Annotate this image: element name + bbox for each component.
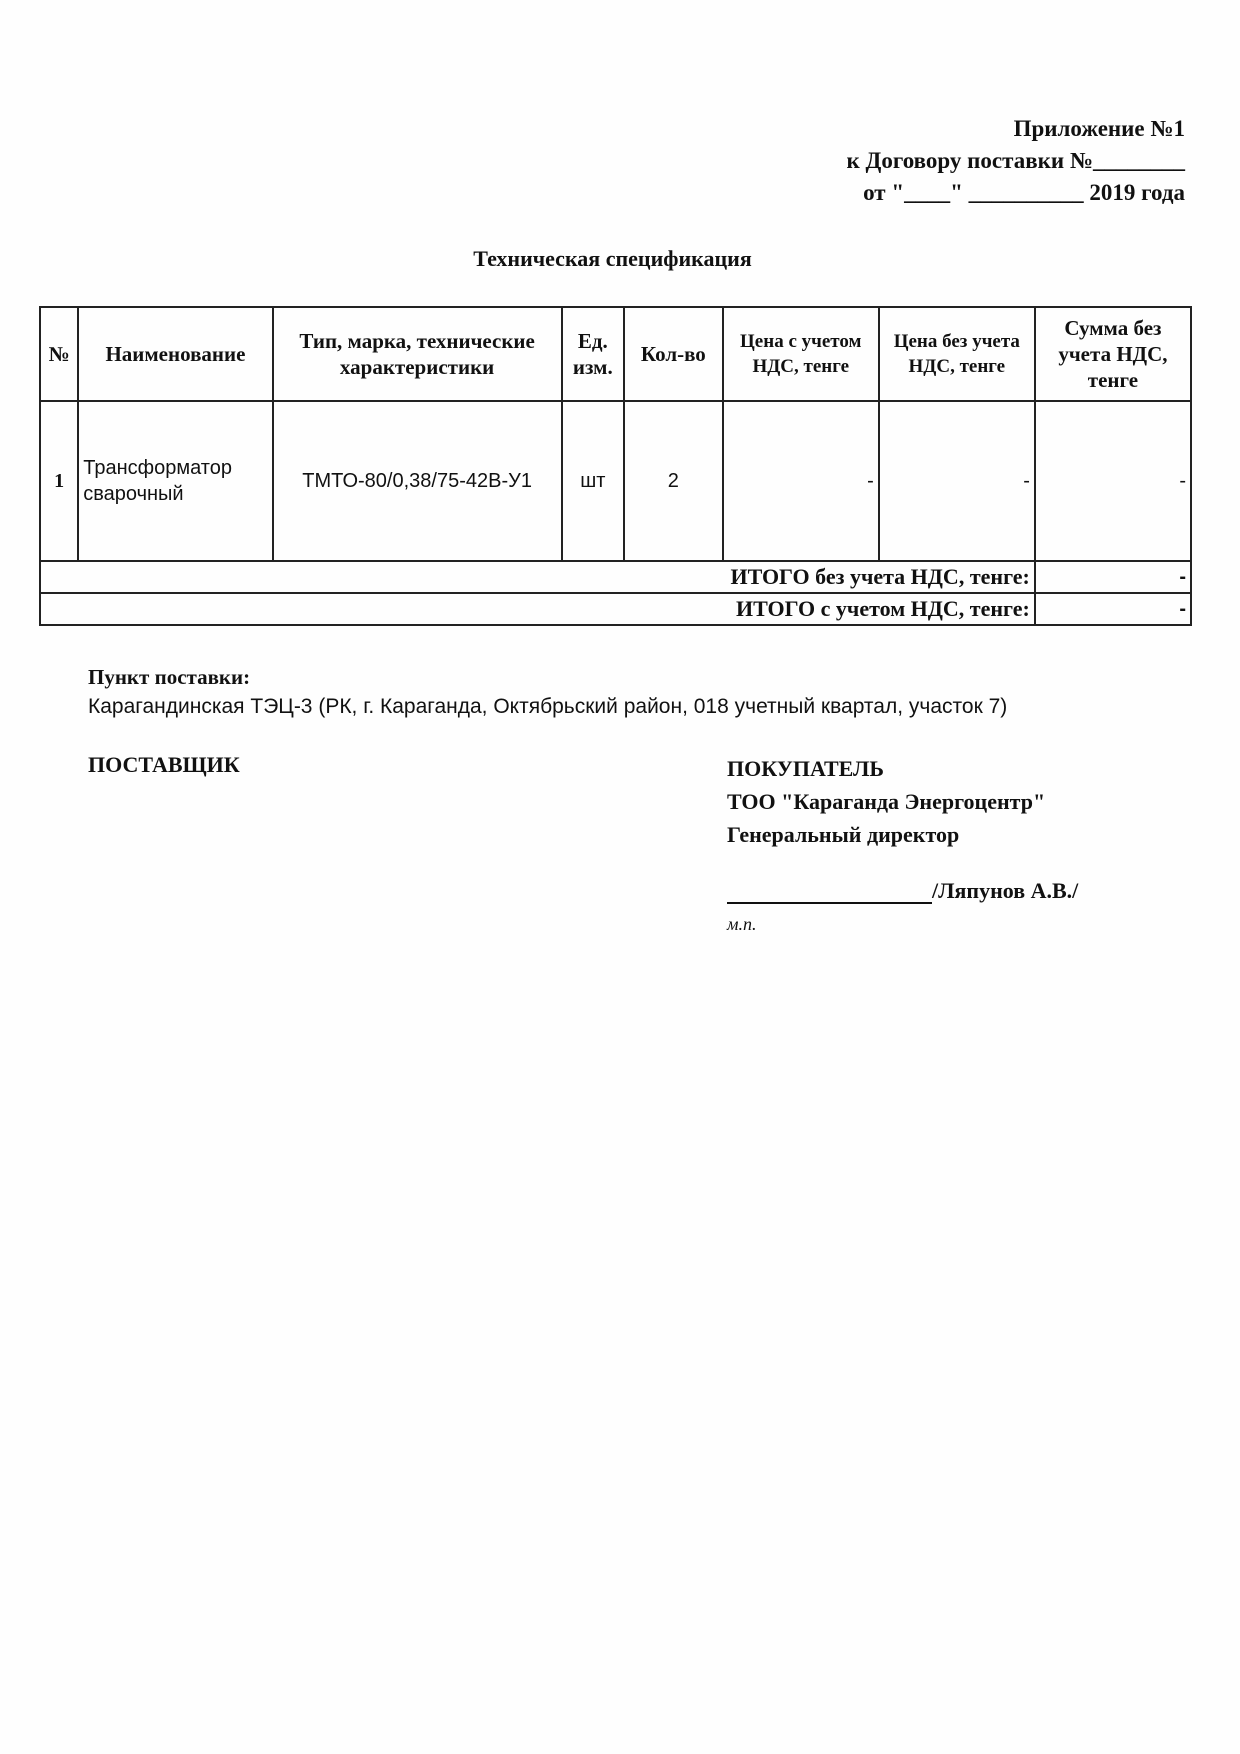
- supplier-label: ПОСТАВЩИК: [88, 752, 240, 777]
- cell-name: Трансформатор сварочный: [78, 401, 272, 561]
- buyer-block: [727, 752, 1045, 851]
- total-label-no-vat: ИТОГО без учета НДС, тенге:: [40, 561, 1035, 593]
- appendix-date: от "____" __________ 2019 года: [863, 180, 1185, 205]
- total-label-vat: ИТОГО с учетом НДС, тенге:: [40, 593, 1035, 625]
- buyer-position: Генеральный директор: [727, 822, 960, 847]
- delivery-label: Пункт поставки:: [88, 665, 251, 689]
- specification-table: [39, 306, 1192, 626]
- header-qty: Кол-во: [624, 307, 723, 401]
- appendix-header: [847, 113, 1185, 209]
- header-type: Тип, марка, технические характеристики: [273, 307, 562, 401]
- total-row-vat: [40, 593, 1191, 625]
- header-num: №: [40, 307, 78, 401]
- cell-num: 1: [40, 401, 78, 561]
- delivery-point: [88, 663, 1007, 721]
- header-unit: Ед. изм.: [562, 307, 624, 401]
- appendix-contract-ref: к Договору поставки №________: [846, 148, 1185, 173]
- total-row-no-vat: [40, 561, 1191, 593]
- cell-unit: шт: [562, 401, 624, 561]
- header-price-no-vat: Цена без учета НДС, тенге: [879, 307, 1035, 401]
- buyer-signature-line: [727, 878, 1078, 904]
- appendix-title: Приложение №1: [1013, 116, 1185, 141]
- stamp-placeholder: м.п.: [727, 914, 757, 934]
- header-sum-no-vat: Сумма без учета НДС, тенге: [1035, 307, 1191, 401]
- cell-qty: 2: [624, 401, 723, 561]
- total-value-vat: -: [1035, 593, 1191, 625]
- signature-blank: [727, 880, 932, 904]
- table-row: [40, 401, 1191, 561]
- buyer-label: ПОКУПАТЕЛЬ: [727, 756, 884, 781]
- buyer-signatory: /Ляпунов А.В./: [932, 878, 1079, 903]
- cell-sum-no-vat: -: [1035, 401, 1191, 561]
- page-title: Техническая спецификация: [473, 246, 752, 271]
- buyer-company: ТОО "Караганда Энергоцентр": [727, 789, 1046, 814]
- cell-type: ТМТО-80/0,38/75-42В-У1: [273, 401, 562, 561]
- total-value-no-vat: -: [1035, 561, 1191, 593]
- header-price-vat: Цена с учетом НДС, тенге: [723, 307, 879, 401]
- table-header-row: [40, 307, 1191, 401]
- cell-price-vat: -: [723, 401, 879, 561]
- header-name: Наименование: [78, 307, 272, 401]
- cell-price-no-vat: -: [879, 401, 1035, 561]
- delivery-address: Карагандинская ТЭЦ-3 (РК, г. Караганда, Октябрьский район, 018 учетный квартал, участок 7): [88, 695, 1008, 718]
